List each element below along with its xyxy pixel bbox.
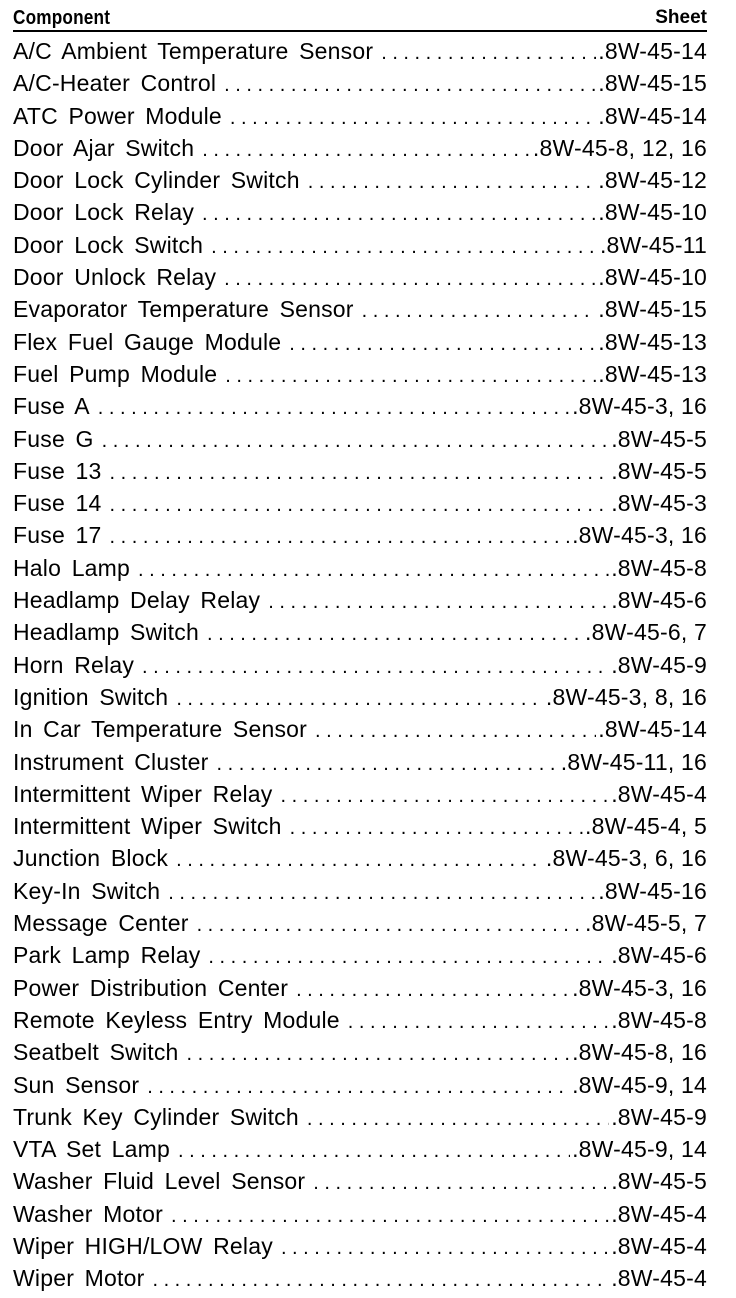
table-body [13,35,707,1295]
component-name: Washer Motor [13,1200,163,1227]
sheet-reference: .8W-45-5 [611,1168,707,1195]
dot-leader [315,715,596,745]
table-row [13,552,707,584]
component-name: Sun Sensor [13,1071,140,1098]
table-row [13,164,707,196]
table-row [13,713,707,745]
component-name: Door Lock Cylinder Switch [13,167,300,194]
sheet-reference: .8W-45-4 [611,1200,707,1227]
dot-leader [138,554,609,584]
table-row [13,1069,707,1101]
dot-leader [289,328,596,358]
dot-leader [207,618,583,648]
sheet-reference: .8W-45-6 [611,587,707,614]
sheet-reference: .8W-45-8 [611,1006,707,1033]
component-name: Remote Keyless Entry Module [13,1006,340,1033]
dot-leader [176,683,544,713]
component-name: ATC Power Module [13,102,222,129]
sheet-reference: .8W-45-5, 7 [585,910,707,937]
table-row [13,972,707,1004]
sheet-reference: .8W-45-10 [598,264,707,291]
sheet-reference: .8W-45-15 [598,296,707,323]
dot-leader [171,1200,609,1230]
component-name: Fuse G [13,425,94,452]
table-row [13,1004,707,1036]
component-name: Fuse 14 [13,490,102,517]
sheet-reference: .8W-45-9 [611,651,707,678]
sheet-reference: .8W-45-8, 12, 16 [532,134,707,161]
table-row [13,423,707,455]
table-row [13,681,707,713]
sheet-reference: .8W-45-3, 8, 16 [545,683,707,710]
table-row [13,1133,707,1165]
component-name: Power Distribution Center [13,974,289,1001]
sheet-reference: .8W-45-3, 6, 16 [545,845,707,872]
dot-leader [381,37,596,67]
sheet-reference: .8W-45-12 [598,167,707,194]
dot-leader [208,941,609,971]
sheet-reference: .8W-45-5 [611,457,707,484]
table-row [13,358,707,390]
sheet-reference: .8W-45-3, 16 [572,393,707,420]
table-row [13,35,707,67]
sheet-reference: .8W-45-4 [611,780,707,807]
component-name: VTA Set Lamp [13,1136,170,1163]
table-row [13,229,707,261]
dot-leader [362,295,597,325]
component-name: Seatbelt Switch [13,1039,179,1066]
sheet-reference: .8W-45-4, 5 [585,813,707,840]
sheet-reference: .8W-45-14 [598,38,707,64]
dot-leader [268,586,609,616]
table-row [13,875,707,907]
table-row [13,649,707,681]
dot-leader [176,844,544,874]
component-name: Intermittent Wiper Relay [13,780,273,807]
sheet-reference: .8W-45-5 [611,425,707,452]
sheet-reference: .8W-45-3, 16 [572,522,707,549]
component-name: In Car Temperature Sensor [13,716,307,743]
table-row [13,132,707,164]
component-name: Intermittent Wiper Switch [13,813,282,840]
table-row [13,616,707,648]
dot-leader [178,1135,570,1165]
component-column-header: Component [13,7,111,29]
component-name: Evaporator Temperature Sensor [13,296,354,323]
table-row [13,842,707,874]
dot-leader [197,909,583,939]
component-name: Fuel Pump Module [13,360,218,387]
component-name: Headlamp Delay Relay [13,587,261,614]
component-name: Key-In Switch [13,877,161,904]
component-name: Wiper Motor [13,1265,145,1292]
dot-leader [307,1103,609,1133]
table-row [13,390,707,422]
dot-leader [110,521,571,551]
sheet-reference: .8W-45-4 [611,1265,707,1292]
dot-leader [110,489,610,519]
component-name: Door Lock Switch [13,231,204,258]
dot-leader [98,392,570,422]
table-row [13,778,707,810]
component-name: Headlamp Switch [13,619,199,646]
sheet-reference: .8W-45-11, 16 [560,748,707,775]
table-row [13,196,707,228]
sheet-reference: .8W-45-14 [598,102,707,129]
dot-leader [224,263,596,293]
table-row [13,455,707,487]
table-row [13,1198,707,1230]
table-row [13,746,707,778]
table-row [13,519,707,551]
sheet-reference: .8W-45-9 [611,1103,707,1130]
component-name: Message Center [13,910,189,937]
dot-leader [202,134,531,164]
dot-leader [211,231,598,261]
table-row [13,1101,707,1133]
dot-leader [290,812,583,842]
dot-leader [202,198,596,228]
sheet-column-header: Sheet [655,7,707,28]
component-name: A/C Ambient Temperature Sensor [13,38,374,64]
table-row [13,487,707,519]
dot-leader [348,1006,609,1036]
component-index-table [13,4,707,1295]
table-row [13,293,707,325]
dot-leader [147,1071,570,1101]
table-row [13,100,707,132]
sheet-reference: .8W-45-9, 14 [572,1071,707,1098]
component-name: Junction Block [13,845,169,872]
dot-leader [142,651,609,681]
sheet-reference: .8W-45-11 [599,231,707,258]
dot-leader [308,166,597,196]
table-row [13,261,707,293]
component-name: Door Lock Relay [13,199,195,226]
dot-leader [296,974,570,1004]
dot-leader [102,425,610,455]
dot-leader [225,360,596,390]
sheet-reference: .8W-45-13 [598,360,707,387]
dot-leader [281,780,610,810]
sheet-reference: .8W-45-3, 16 [572,974,707,1001]
sheet-reference: .8W-45-10 [598,199,707,226]
component-name: A/C-Heater Control [13,70,217,97]
component-name: Door Unlock Relay [13,264,217,291]
dot-leader [313,1167,609,1197]
table-row [13,1165,707,1197]
component-name: Instrument Cluster [13,748,209,775]
table-row [13,584,707,616]
dot-leader [217,748,559,778]
sheet-reference: .8W-45-14 [598,716,707,743]
component-name: Door Ajar Switch [13,134,195,161]
component-name: Washer Fluid Level Sensor [13,1168,306,1195]
sheet-reference: .8W-45-6, 7 [585,619,707,646]
table-row [13,907,707,939]
sheet-reference: .8W-45-3 [611,490,707,517]
component-name: Horn Relay [13,651,135,678]
component-name: Fuse 13 [13,457,102,484]
sheet-reference: .8W-45-9, 14 [572,1136,707,1163]
component-name: Fuse A [13,393,90,420]
table-row [13,810,707,842]
sheet-reference: .8W-45-16 [598,877,707,904]
component-name: Trunk Key Cylinder Switch [13,1103,299,1130]
dot-leader [168,877,596,907]
table-row [13,1230,707,1262]
table-row [13,67,707,99]
table-header [13,4,707,32]
component-name: Park Lamp Relay [13,942,201,969]
component-name: Wiper HIGH/LOW Relay [13,1232,273,1259]
table-row [13,326,707,358]
component-name: Flex Fuel Gauge Module [13,328,282,355]
sheet-reference: .8W-45-13 [598,328,707,355]
dot-leader [224,69,596,99]
component-name: Ignition Switch [13,683,169,710]
dot-leader [110,457,610,487]
dot-leader [281,1232,609,1262]
sheet-reference: .8W-45-15 [598,70,707,97]
component-name: Halo Lamp [13,554,131,581]
dot-leader [152,1264,609,1294]
sheet-reference: .8W-45-4 [611,1232,707,1259]
table-row [13,1262,707,1294]
component-name: Fuse 17 [13,522,102,549]
table-row [13,1036,707,1068]
table-row [13,939,707,971]
sheet-reference: .8W-45-6 [611,942,707,969]
sheet-reference: .8W-45-8, 16 [572,1039,707,1066]
sheet-reference: .8W-45-8 [611,554,707,581]
dot-leader [230,102,596,132]
dot-leader [187,1038,571,1068]
